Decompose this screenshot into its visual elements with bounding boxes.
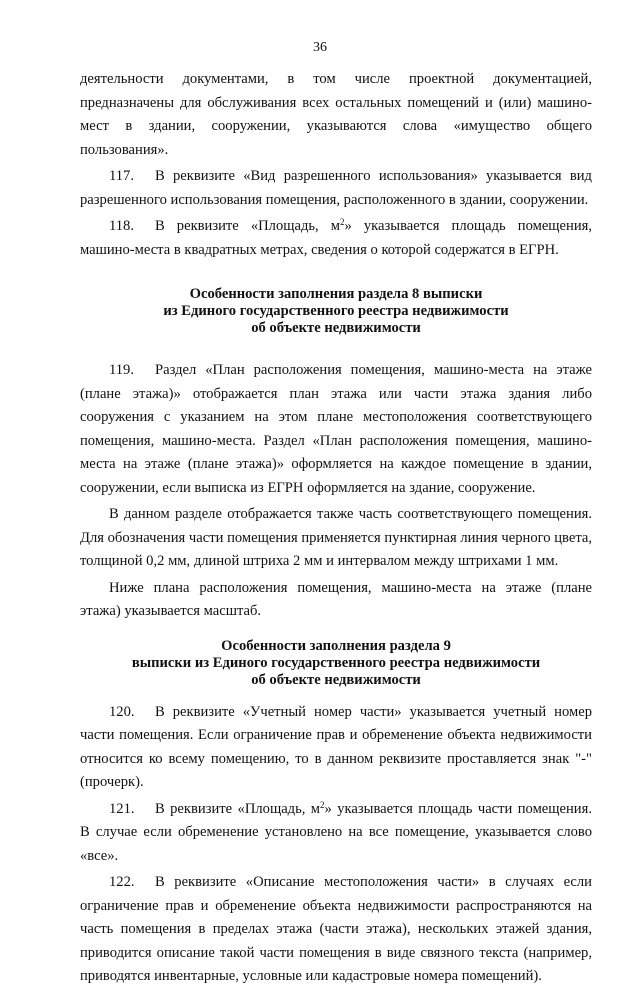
paragraph-number: 117. [109, 168, 134, 184]
paragraph-117 [80, 165, 592, 212]
paragraph-text: » указывается площадь части помещения. В случае если обременение установлено на все помещение, указывается слово «все». [80, 800, 592, 864]
superscript: 2 [340, 217, 345, 227]
paragraph-118 [80, 215, 592, 262]
paragraph-number: 119. [109, 362, 134, 378]
page-number: 36 [313, 40, 327, 55]
section-9-heading [80, 638, 592, 689]
paragraph-text: Раздел «План расположения помещения, машино-места на этаже (плане этажа)» отображается план этажа или части этажа здания либо сооружения с указанием на этом плане местоположения соответствующего помещения, машино-места. Раздел «План расположения помещения, машино-места на этаже (плане этажа)» оформляется на каждое помещение в здании, сооружении, если выписка из ЕГРН оформляется на здание, сооружение. [80, 362, 592, 496]
paragraph-text: В реквизите «Учетный номер части» указывается учетный номер части помещения. Если ограничение прав и обременение объекта недвижимости относится ко всему помещению, то в данном реквизите проставляется знак "-" (прочерк). [80, 703, 592, 790]
paragraph-119 [80, 359, 592, 500]
paragraph-number: 118. [109, 218, 134, 234]
paragraph-119-c: Ниже плана расположения помещения, машино-места на этаже (плане этажа) указывается масштаб. [80, 579, 592, 619]
heading-line: об объекте недвижимости [251, 320, 421, 336]
paragraph-number: 120. [109, 703, 135, 720]
paragraph-120 [80, 701, 592, 795]
heading-line: Особенности заполнения раздела 9 [221, 637, 451, 654]
paragraph-text: В реквизите «Вид разрешенного использования» указывается вид разрешенного использования помещения, расположенного в здании, сооружении. [80, 168, 592, 208]
paragraph-121 [80, 798, 592, 869]
paragraph-text: В реквизите «Площадь, м [155, 800, 321, 817]
paragraph-number: 121. [109, 800, 135, 817]
heading-line: Особенности заполнения раздела 8 выписки [189, 286, 483, 302]
paragraph-text: В реквизите «Описание местоположения части» в случаях если ограничение прав и обременение объекта недвижимости распространяются на часть помещения в пределах этажа (части этажа), нескольких этажей здания, приводится описание такой части помещения в виде связного текста (например, приводятся инвентарные, условные или кадастровые номера помещений). [80, 874, 592, 984]
paragraph-text: В реквизите «Площадь, м [155, 218, 340, 234]
document-body [80, 68, 592, 989]
paragraph-number: 122. [109, 874, 135, 890]
paragraph-text: » указывается площадь помещения, машино-места в квадратных метрах, сведения о которой содержатся в ЕГРН. [80, 218, 592, 258]
heading-line: из Единого государственного реестра недвижимости [163, 303, 509, 319]
paragraph-119-b: В данном разделе отображается также часть соответствующего помещения. Для обозначения части помещения применяется пунктирная линия черного цвета, толщиной 0,2 мм, длиной штриха 2 мм и интервалом между штрихами 1 мм. [80, 506, 592, 569]
section-8-heading [80, 286, 592, 337]
paragraph-continuation: деятельности документами, в том числе проектной документацией, предназначены для обслуживания всех остальных помещений и (или) машино-мест в здании, сооружении, указываются слова «имущество общего пользования». [80, 71, 592, 158]
paragraph-122 [80, 871, 592, 989]
heading-line: выписки из Единого государственного реестра недвижимости [131, 654, 541, 671]
superscript: 2 [320, 799, 325, 810]
heading-line: об объекте недвижимости [251, 671, 421, 688]
